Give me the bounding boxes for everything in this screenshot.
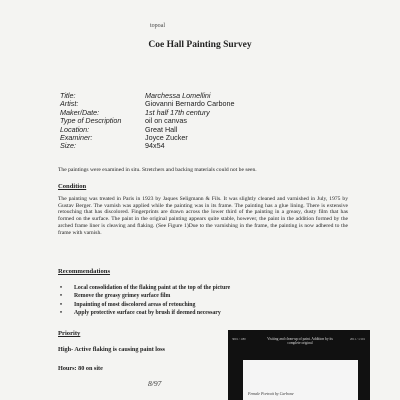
field-value: 94x54 [145, 141, 165, 151]
field-value: Joyce Zucker [145, 133, 188, 143]
document-title: Coe Hall Painting Survey [148, 40, 252, 50]
recommendation-text: Local consolidation of the flaking paint at the top of the picture [74, 285, 231, 291]
recommendation-text: Inpainting of most discolored areas of retouching [74, 301, 196, 308]
field-value: oil on canvas [145, 116, 187, 126]
field-label: Type of Description [60, 116, 122, 126]
list-item [60, 301, 350, 309]
field-label: Maker/Date: [60, 107, 100, 117]
recommendations-heading: Recommendations [58, 268, 111, 275]
field-value: Giovanni Bernardo Carbone [145, 99, 235, 109]
list-item [60, 284, 350, 292]
field-label: Examiner: [60, 133, 93, 143]
painting-fields [60, 92, 235, 151]
bullet-icon: • [60, 310, 63, 317]
condition-heading: Condition [58, 183, 87, 190]
handwritten-note: 8/97 [148, 379, 162, 388]
priority-hours: Hours: 80 on site [58, 365, 103, 372]
field-value: Marchessa Lomellini [145, 91, 211, 100]
priority-heading: Priority [58, 330, 81, 337]
field-label: Size: [60, 141, 76, 151]
field-value: Great Hall [145, 124, 178, 134]
field-size [60, 142, 235, 150]
priority-level: High- Active flaking is causing paint loss [58, 346, 165, 353]
field-label: Artist: [60, 99, 79, 109]
bullet-icon: • [60, 301, 63, 308]
insitu-note: The paintings were examined in situ. Stretchers and backing materials could not be seen. [58, 167, 257, 173]
field-value: 1st half 17th century [145, 107, 210, 117]
photo-corner-right: 2011 / 1/101 [350, 337, 366, 341]
bullet-icon: • [60, 285, 63, 291]
list-item [60, 309, 350, 317]
photo-corner-left: 3001 / 1/80 [232, 337, 246, 341]
photo-caption: Female Portrait by Carbone [248, 391, 294, 396]
recommendation-text: Apply protective surface coat by brush if deemed necessary [74, 310, 221, 317]
recommendations-list [60, 284, 350, 318]
condition-text: The painting was treated in Paris in 1923 by Jaques Seligmann & Fils. It was slightly cleaned and varnished in July, 1975 by Gustav Berger. The varnish was applied while the painting was in its frame. The painting has a glue lining. There is extensive retouching that has discolored. Fingerprints are drawn across the lower third of the painting in a greasy, dusty film that has formed on the surface. The paint in the original painting appears quite stable, however, the paint in the addition formed by the arched frame liner is cleaving and flaking. (See Figure 1)Due to the varnishing in the frame, the painting is now adhered to the frame with varnish. [58, 196, 348, 236]
field-label: Location: [60, 124, 90, 134]
list-item [60, 292, 350, 300]
recommendation-text: Remove the greasy grimey surface film [74, 293, 171, 300]
field-label: Title: [60, 91, 76, 100]
bullet-icon: • [60, 293, 63, 300]
header-code: topoal [150, 23, 165, 29]
photo-label: Visiting and clean-up of paint. Addition by its complete original [267, 337, 333, 346]
